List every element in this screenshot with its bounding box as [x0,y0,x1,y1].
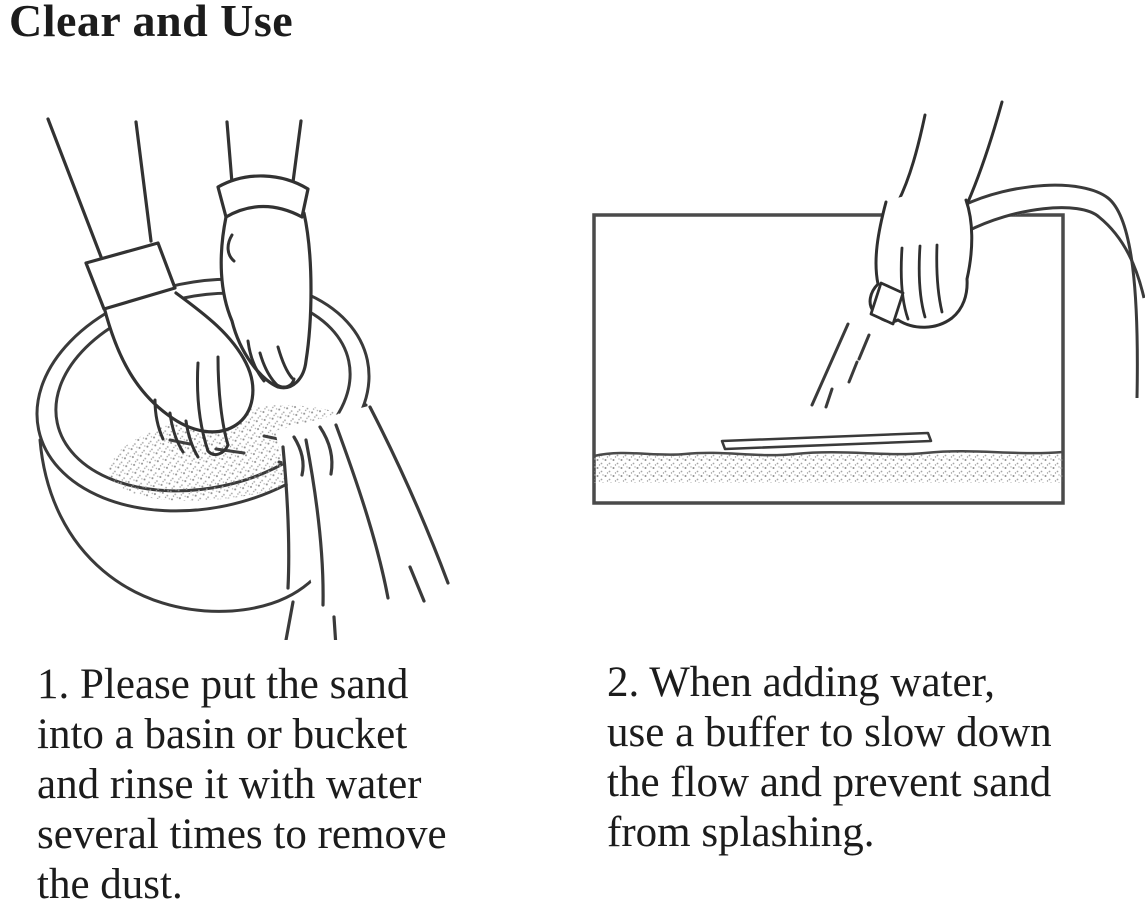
basin-illustration [20,95,580,640]
page-title: Clear and Use [9,0,294,46]
step-1-caption [37,660,447,910]
falling-sand-stream [812,324,869,407]
water-flow [275,405,450,628]
caption-line: 1. Please put the sand [37,661,409,708]
tank-illustration [580,90,1145,535]
left-forearm-line [48,119,108,275]
step-2-caption [607,658,1052,858]
right-forearm-line [227,122,232,183]
caption-line: and rinse it with water [37,761,422,808]
forearm-line [898,115,925,202]
hose-fill [962,185,1137,398]
caption-line: use a buffer to slow down [607,709,1052,756]
caption-line: into a basin or bucket [37,711,408,758]
sand-bed [594,451,1063,483]
caption-line: the flow and prevent sand [607,759,1052,806]
left-forearm-line [136,122,151,241]
caption-line: the dust. [37,861,183,908]
caption-line: from splashing. [607,809,875,856]
buffer-strip [722,433,931,449]
caption-line: several times to remove [37,811,447,858]
caption-line: 2. When adding water, [607,659,995,706]
right-forearm-line [293,121,301,182]
forearm-line [968,102,1002,202]
